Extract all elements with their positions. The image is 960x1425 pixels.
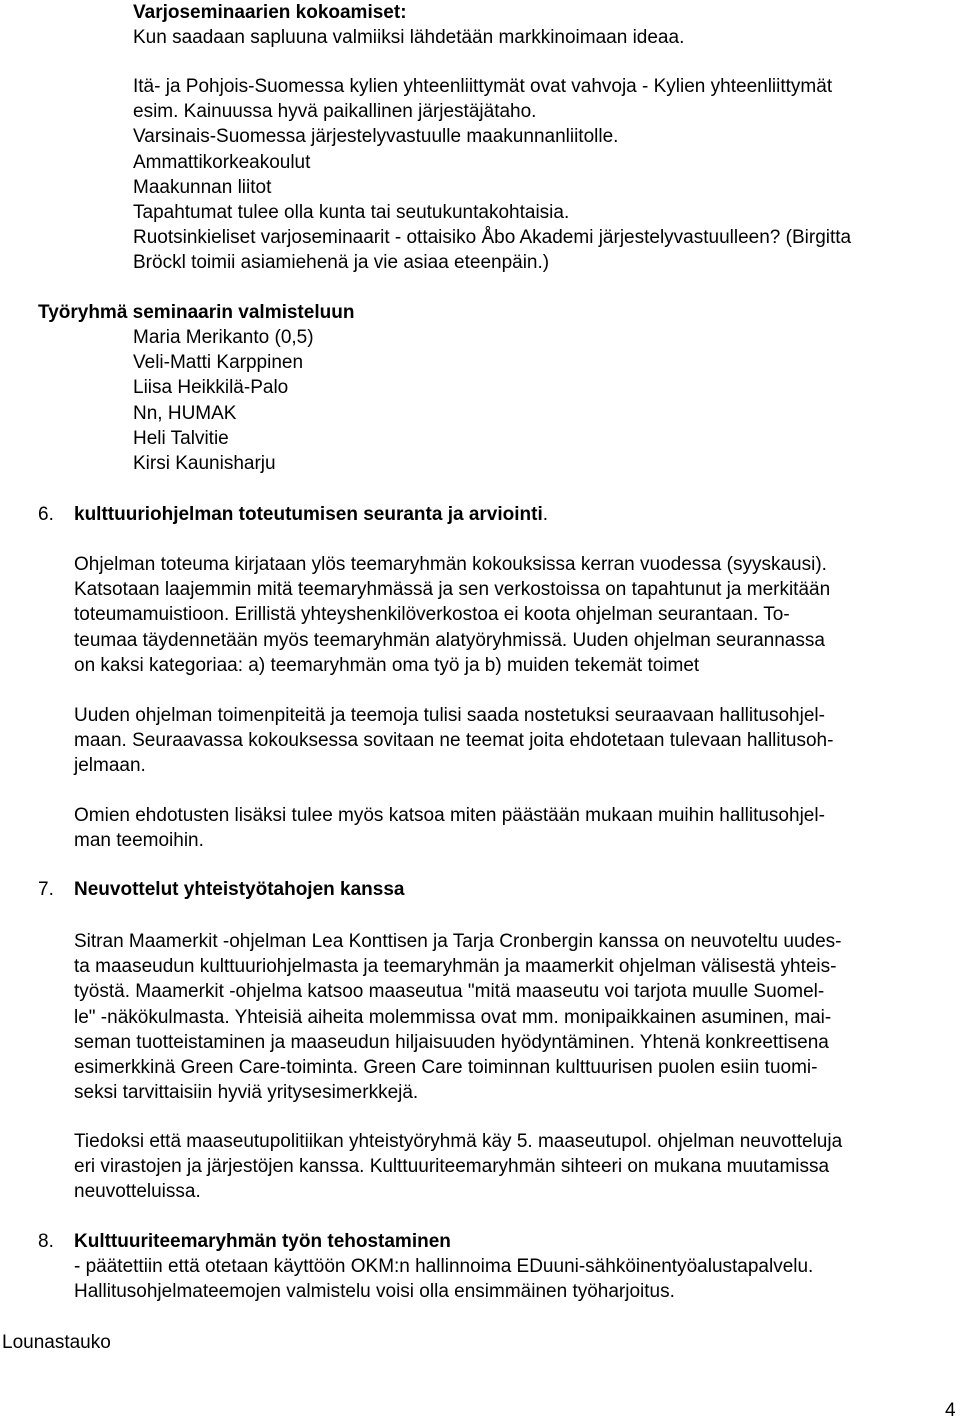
text-line: neuvotteluissa. <box>74 1181 201 1203</box>
text-line: Tiedoksi että maaseutupolitiikan yhteistyöryhmä käy 5. maaseutupol. ohjelman neuvotteluja <box>74 1131 843 1152</box>
text-line: toteumamuistioon. Erillistä yhteyshenkilöverkostoa ei koota ohjelman seurantaan. To- <box>74 604 790 626</box>
member-item: Liisa Heikkilä-Palo <box>133 377 289 399</box>
varjoseminaarit-intro: Kun saadaan sapluuna valmiiksi lähdetään markkinoimaan ideaa. <box>133 27 685 49</box>
section-7-number: 7. <box>38 879 54 900</box>
section-8-title: Kulttuuriteemaryhmän työn tehostaminen <box>74 1231 451 1252</box>
text-line: teumaa täydennetään myös teemaryhmän alatyöryhmissä. Uuden ohjelman seurannassa <box>74 629 825 651</box>
text-line: on kaksi kategoriaa: a) teemaryhmän oma työ ja b) muiden tekemät toimet <box>74 654 700 676</box>
list-item: Maakunnan liitot <box>133 176 272 198</box>
list-item: esim. Kainuussa hyvä paikallinen järjestäjätaho. <box>133 101 537 123</box>
text-line: maan. Seuraavassa kokouksessa sovitaan ne teemat joita ehdotetaan tulevaan hallitusoh- <box>74 730 834 752</box>
text-line: työstä. Maamerkit -ohjelma katsoo maaseutua "mitä maaseutu voi tarjota muulle Suomel- <box>74 981 825 1003</box>
lunch-break: Lounastauko <box>2 1332 111 1353</box>
list-item: Varsinais-Suomessa järjestelyvastuulle maakunnanliitolle. <box>133 126 619 148</box>
member-item: Veli-Matti Karppinen <box>133 352 304 374</box>
text-line: - päätettiin että otetaan käyttöön OKM:n hallinnoima EDuuni-sähköinentyöalustapalvelu. <box>74 1256 814 1277</box>
text-line: esimerkkinä Green Care-toiminta. Green Care toiminnan kulttuurisen puolen esiin tuomi- <box>74 1056 818 1078</box>
varjoseminaarit-block <box>133 0 684 50</box>
text-line: le" -näkökulmasta. Yhteisiä aiheita molemmissa ovat mm. monipaikkainen asuminen, mai- <box>74 1006 832 1028</box>
section-6-title-text: kulttuuriohjelman toteutumisen seuranta ja arviointi <box>74 504 543 525</box>
text-line: seman tuotteistaminen ja maaseudun hiljaisuuden hyödyntäminen. Yhtenä konkreettisena <box>74 1031 829 1053</box>
list-item: Itä- ja Pohjois-Suomessa kylien yhteenliittymät ovat vahvoja - Kylien yhteenliittymät <box>133 76 833 97</box>
tyoryhma-members <box>133 325 314 476</box>
member-item: Heli Talvitie <box>133 427 229 449</box>
member-item: Maria Merikanto (0,5) <box>133 327 314 348</box>
section-8-number: 8. <box>38 1231 54 1252</box>
text-line: Omien ehdotusten lisäksi tulee myös katsoa miten päästään mukaan muihin hallitusohjel- <box>74 805 825 826</box>
text-line: Ohjelman toteuma kirjataan ylös teemaryhmän kokouksissa kerran vuodessa (syyskausi). <box>74 554 827 575</box>
varjoseminaarit-list <box>133 74 851 276</box>
text-line: ta maaseudun kulttuuriohjelmasta ja teemaryhmän ja maamerkit ohjelman välisestä yhteis- <box>74 956 837 978</box>
list-item: Ammattikorkeakoulut <box>133 151 311 173</box>
text-line: Hallitusohjelmateemojen valmistelu voisi olla ensimmäinen työharjoitus. <box>74 1281 675 1303</box>
section-8-body <box>74 1254 813 1304</box>
varjoseminaarit-heading: Varjoseminaarien kokoamiset: <box>133 2 407 23</box>
page-number: 4 <box>945 1400 956 1421</box>
text-line: eri virastojen ja järjestöjen kanssa. Kulttuuriteemaryhmän sihteeri on mukana muutamissa <box>74 1156 830 1178</box>
section-6-para-2 <box>74 703 833 779</box>
section-6-para-3 <box>74 803 825 853</box>
member-item: Nn, HUMAK <box>133 402 237 424</box>
section-6-para-1 <box>74 552 830 678</box>
list-item: Ruotsinkieliset varjoseminaarit - ottaisiko Åbo Akademi järjestelyvastuulleen? (Birgitta <box>133 227 852 249</box>
section-6-number: 6. <box>38 504 54 525</box>
section-6-title-suffix: . <box>542 504 549 525</box>
list-item: Bröckl toimii asiamiehenä ja vie asiaa eteenpäin.) <box>133 252 550 274</box>
member-item: Kirsi Kaunisharju <box>133 452 276 474</box>
section-7-title: Neuvottelut yhteistyötahojen kanssa <box>74 879 405 900</box>
section-7-para-2 <box>74 1129 842 1205</box>
text-line: man teemoihin. <box>74 830 204 852</box>
text-line: Sitran Maamerkit -ohjelman Lea Konttisen ja Tarja Cronbergin kanssa on neuvoteltu uudes- <box>74 931 842 952</box>
text-line: seksi tarvittaisiin hyviä yritysesimerkkejä. <box>74 1082 419 1104</box>
text-line: jelmaan. <box>74 755 146 777</box>
section-7-para-1 <box>74 929 841 1105</box>
section-6-title <box>74 502 548 527</box>
text-line: Katsotaan laajemmin mitä teemaryhmässä ja sen verkostoissa on tapahtunut ja merkitään <box>74 579 831 601</box>
list-item: Tapahtumat tulee olla kunta tai seutukuntakohtaisia. <box>133 201 570 223</box>
tyoryhma-heading: Työryhmä seminaarin valmisteluun <box>38 302 355 323</box>
text-line: Uuden ohjelman toimenpiteitä ja teemoja tulisi saada nostetuksi seuraavaan hallitusohjel- <box>74 705 825 726</box>
